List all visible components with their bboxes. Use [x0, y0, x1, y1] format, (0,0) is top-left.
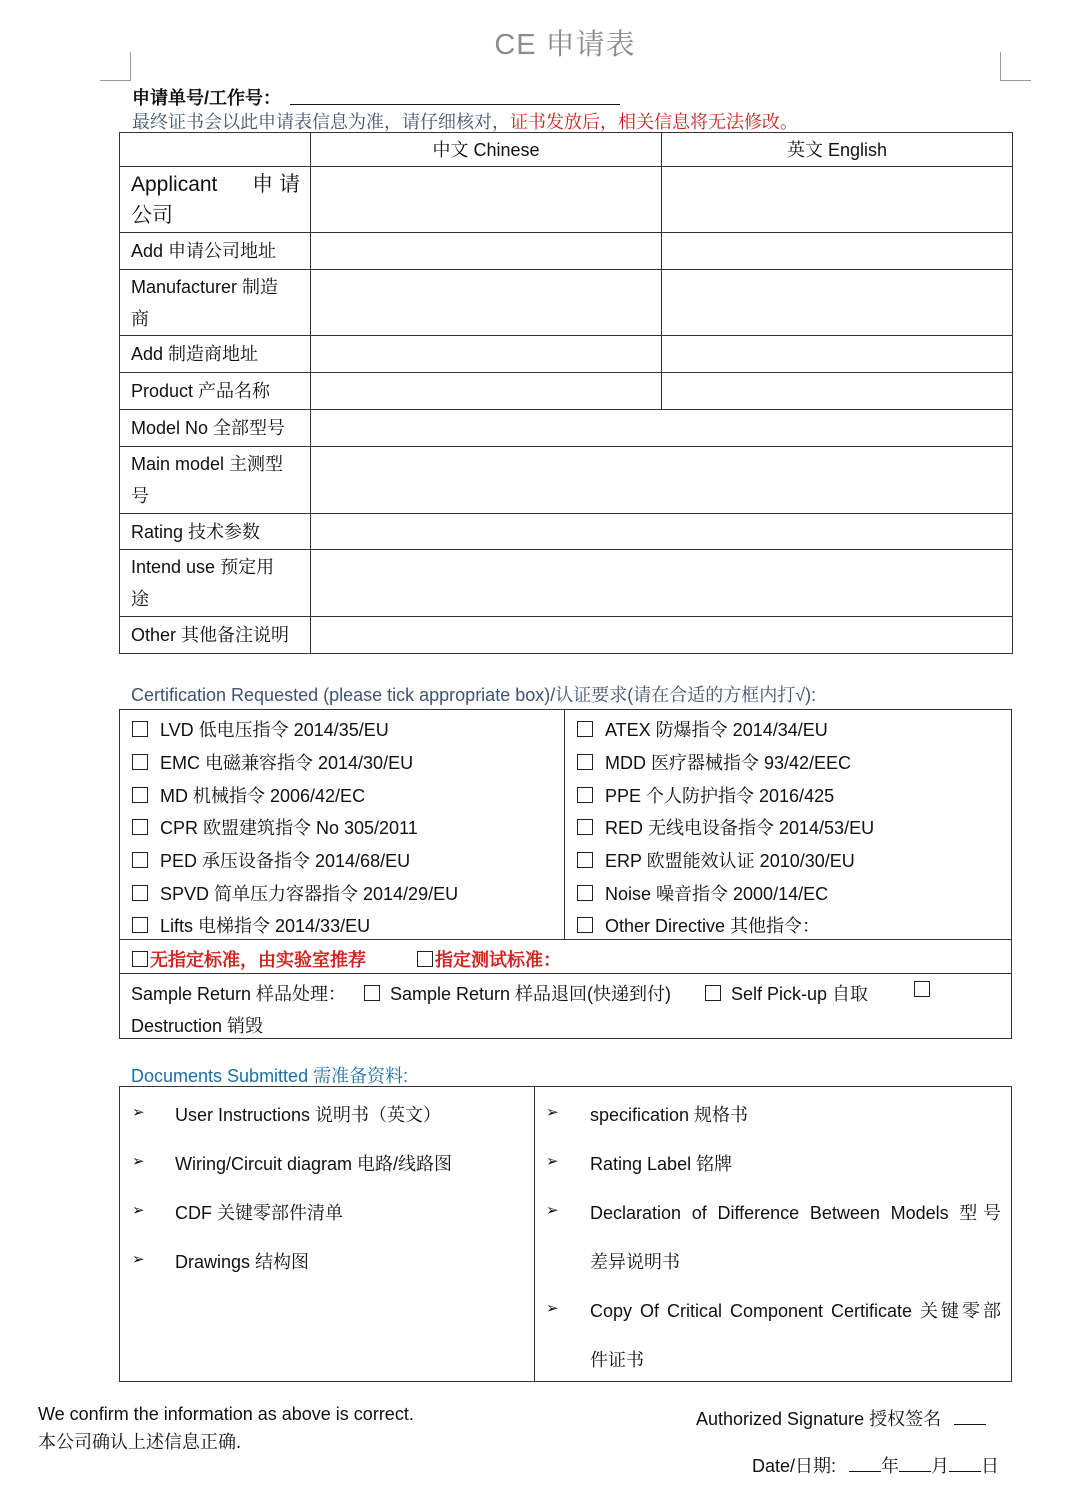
row-label-rating: Rating 技术参数	[120, 514, 311, 550]
cert-option-mdd[interactable]	[577, 749, 851, 775]
checkbox[interactable]	[577, 852, 593, 868]
applicant-en-field[interactable]	[662, 167, 1013, 233]
doc-wiring-diagram: Wiring/Circuit diagram 电路/线路图	[175, 1154, 453, 1174]
cert-option-label: MDD 医疗器械指令 93/42/EEC	[605, 753, 852, 773]
day-label: 日	[981, 1456, 1000, 1476]
manufacturer-en-field[interactable]	[662, 270, 1013, 336]
col-header-chinese: 中文 Chinese	[311, 133, 662, 167]
row-label-product: Product 产品名称	[120, 373, 311, 410]
documents-heading: Documents Submitted 需准备资料:	[131, 1066, 409, 1086]
cert-option-label: ATEX 防爆指令 2014/34/EU	[605, 720, 828, 740]
doc-declaration-of-difference-line2: 差异说明书	[590, 1252, 680, 1272]
manufacturer-label-line2: 商	[131, 308, 149, 329]
row-label-applicant	[120, 167, 311, 233]
checkbox[interactable]	[132, 951, 148, 967]
cert-option-label: Noise 噪音指令 2000/14/EC	[605, 884, 829, 904]
arrow-bullet-icon: ➢	[132, 1251, 145, 1268]
cert-option-label: RED 无线电设备指令 2014/53/EU	[605, 818, 875, 838]
standard-specified-label: 指定测试标准：	[435, 950, 561, 970]
standard-none-option[interactable]	[132, 946, 366, 972]
doc-component-certificate: Copy Of Critical Component Certificate 关键零部	[590, 1301, 1001, 1321]
checkbox[interactable]	[132, 852, 148, 868]
page-title: CE 申请表	[494, 29, 636, 61]
other-field[interactable]	[311, 617, 1013, 654]
cert-option-spvd[interactable]	[132, 880, 458, 906]
cert-option-label: CPR 欧盟建筑指令 No 305/2011	[160, 818, 418, 838]
arrow-bullet-icon: ➢	[546, 1202, 559, 1219]
main-model-field[interactable]	[311, 447, 1013, 514]
crop-mark-right	[1000, 52, 1031, 81]
application-no-field[interactable]	[290, 104, 620, 105]
arrow-bullet-icon: ➢	[546, 1300, 559, 1317]
date-row	[752, 1452, 999, 1478]
cert-option-erp[interactable]	[577, 847, 855, 873]
doc-component-certificate-line2: 件证书	[590, 1350, 644, 1370]
applicant-info-table	[119, 132, 1013, 654]
cert-option-other[interactable]	[577, 912, 820, 938]
cert-option-lifts[interactable]	[132, 912, 370, 938]
doc-user-instructions: User Instructions 说明书（英文）	[175, 1105, 442, 1125]
row-label-manufacturer-address: Add 制造商地址	[120, 336, 311, 373]
self-pickup-option[interactable]	[705, 980, 868, 1006]
doc-declaration-of-difference: Declaration of Difference Between Models 型号	[590, 1203, 1001, 1223]
main-model-label-line2: 号	[131, 486, 149, 506]
cert-option-label: LVD 低电压指令 2014/35/EU	[160, 720, 389, 740]
checkbox[interactable]	[577, 917, 593, 933]
manufacturer-address-cn-field[interactable]	[311, 336, 662, 373]
month-field[interactable]	[899, 1455, 931, 1472]
arrow-bullet-icon: ➢	[132, 1104, 145, 1121]
cert-option-label: ERP 欧盟能效认证 2010/30/EU	[605, 851, 855, 871]
applicant-address-en-field[interactable]	[662, 233, 1013, 270]
row-label-intend-use	[120, 550, 311, 617]
cert-option-lvd[interactable]	[132, 716, 389, 742]
year-label: 年	[881, 1456, 900, 1476]
cert-option-noise[interactable]	[577, 880, 828, 906]
doc-rating-label: Rating Label 铭牌	[590, 1154, 733, 1174]
arrow-bullet-icon: ➢	[546, 1104, 559, 1121]
manufacturer-cn-field[interactable]	[311, 270, 662, 336]
product-cn-field[interactable]	[311, 373, 662, 410]
cert-option-label: Other Directive 其他指令：	[605, 916, 821, 936]
cert-option-emc[interactable]	[132, 749, 413, 775]
cert-option-label: SPVD 简单压力容器指令 2014/29/EU	[160, 884, 459, 904]
col-header-english: 英文 English	[662, 133, 1013, 167]
checkbox[interactable]	[914, 981, 930, 997]
applicant-cn: 申 请	[252, 172, 300, 196]
cert-option-atex[interactable]	[577, 716, 828, 742]
applicant-address-cn-field[interactable]	[311, 233, 662, 270]
documents-box	[119, 1086, 1012, 1382]
notice-warning: 证书发放后，相关信息将无法修改。	[510, 112, 798, 132]
checkbox[interactable]	[132, 885, 148, 901]
cert-option-ped[interactable]	[132, 847, 410, 873]
certification-row-divider-1	[120, 939, 1011, 940]
certification-divider	[564, 710, 565, 939]
destruction-checkbox-cell[interactable]	[914, 980, 942, 1001]
intend-use-label-line2: 途	[131, 589, 149, 609]
signature-field[interactable]	[954, 1408, 986, 1425]
checkbox[interactable]	[132, 819, 148, 835]
intend-use-field[interactable]	[311, 550, 1013, 617]
checkbox[interactable]	[132, 721, 148, 737]
sample-return-option[interactable]	[364, 980, 671, 1006]
checkbox[interactable]	[132, 917, 148, 933]
checkbox[interactable]	[577, 787, 593, 803]
cert-option-red[interactable]	[577, 814, 874, 840]
arrow-bullet-icon: ➢	[132, 1153, 145, 1170]
cert-option-label: PPE 个人防护指令 2016/425	[605, 786, 835, 806]
certification-box	[119, 709, 1012, 1039]
doc-specification: specification 规格书	[590, 1105, 749, 1125]
manufacturer-address-en-field[interactable]	[662, 336, 1013, 373]
confirm-statement-cn: 本公司确认上述信息正确.	[38, 1432, 241, 1452]
arrow-bullet-icon: ➢	[132, 1202, 145, 1219]
notice-normal: 最终证书会以此申请表信息为准，请仔细核对，	[132, 112, 510, 132]
intend-use-label-line1: Intend use 预定用	[131, 557, 275, 577]
sample-return-label: Sample Return 样品退回(快递到付)	[390, 984, 672, 1004]
cert-option-label: PED 承压设备指令 2014/68/EU	[160, 851, 411, 871]
cert-option-ppe[interactable]	[577, 782, 834, 808]
applicant-en: Applicant	[131, 172, 218, 196]
cert-option-cpr[interactable]	[132, 814, 418, 840]
cert-option-label: MD 机械指令 2006/42/EC	[160, 786, 366, 806]
date-label: Date/日期:	[752, 1456, 837, 1476]
cert-option-md[interactable]	[132, 782, 365, 808]
model-no-field[interactable]	[311, 410, 1013, 447]
checkbox[interactable]	[705, 985, 721, 1001]
crop-mark-left	[100, 52, 131, 81]
certification-row-divider-2	[120, 973, 1011, 974]
checkbox[interactable]	[364, 985, 380, 1001]
arrow-bullet-icon: ➢	[546, 1153, 559, 1170]
day-field[interactable]	[949, 1455, 981, 1472]
manufacturer-label-line1: Manufacturer 制造	[131, 276, 279, 297]
main-model-label-line1: Main model 主测型	[131, 454, 284, 474]
checkbox[interactable]	[417, 951, 433, 967]
documents-divider	[534, 1087, 535, 1381]
checkbox[interactable]	[577, 721, 593, 737]
signature-label: Authorized Signature 授权签名	[696, 1409, 942, 1429]
standard-none-label: 无指定标准，由实验室推荐	[150, 950, 366, 970]
row-label-applicant-address: Add 申请公司地址	[120, 233, 311, 270]
row-label-manufacturer	[120, 270, 311, 336]
certification-heading: Certification Requested (please tick appropriate box)/认证要求(请在合适的方框内打√):	[131, 685, 817, 705]
doc-cdf: CDF 关键零部件清单	[175, 1203, 343, 1223]
self-pickup-label: Self Pick-up 自取	[731, 984, 869, 1004]
product-en-field[interactable]	[662, 373, 1013, 410]
checkbox[interactable]	[577, 885, 593, 901]
application-no-label: 申请单号/工作号：	[132, 88, 282, 108]
month-label: 月	[931, 1456, 950, 1476]
checkbox[interactable]	[577, 819, 593, 835]
doc-drawings: Drawings 结构图	[175, 1252, 310, 1272]
row-label-other: Other 其他备注说明	[120, 617, 311, 654]
table-corner-cell	[120, 133, 311, 167]
applicant-cn-2: 公司	[131, 203, 173, 227]
checkbox[interactable]	[577, 754, 593, 770]
destruction-label: Destruction 销毁	[131, 1016, 264, 1036]
sample-label: Sample Return 样品处理：	[131, 984, 347, 1004]
year-field[interactable]	[849, 1455, 881, 1472]
cert-option-label: EMC 电磁兼容指令 2014/30/EU	[160, 753, 414, 773]
notice-text	[132, 108, 798, 134]
standard-specified-option[interactable]	[417, 946, 561, 972]
applicant-cn-field[interactable]	[311, 167, 662, 233]
confirm-statement-en: We confirm the information as above is correct.	[38, 1404, 414, 1424]
checkbox[interactable]	[132, 787, 148, 803]
row-label-model-no: Model No 全部型号	[120, 410, 311, 447]
signature-row	[696, 1405, 986, 1431]
checkbox[interactable]	[132, 754, 148, 770]
rating-field[interactable]	[311, 514, 1013, 550]
row-label-main-model	[120, 447, 311, 514]
cert-option-label: Lifts 电梯指令 2014/33/EU	[160, 916, 371, 936]
